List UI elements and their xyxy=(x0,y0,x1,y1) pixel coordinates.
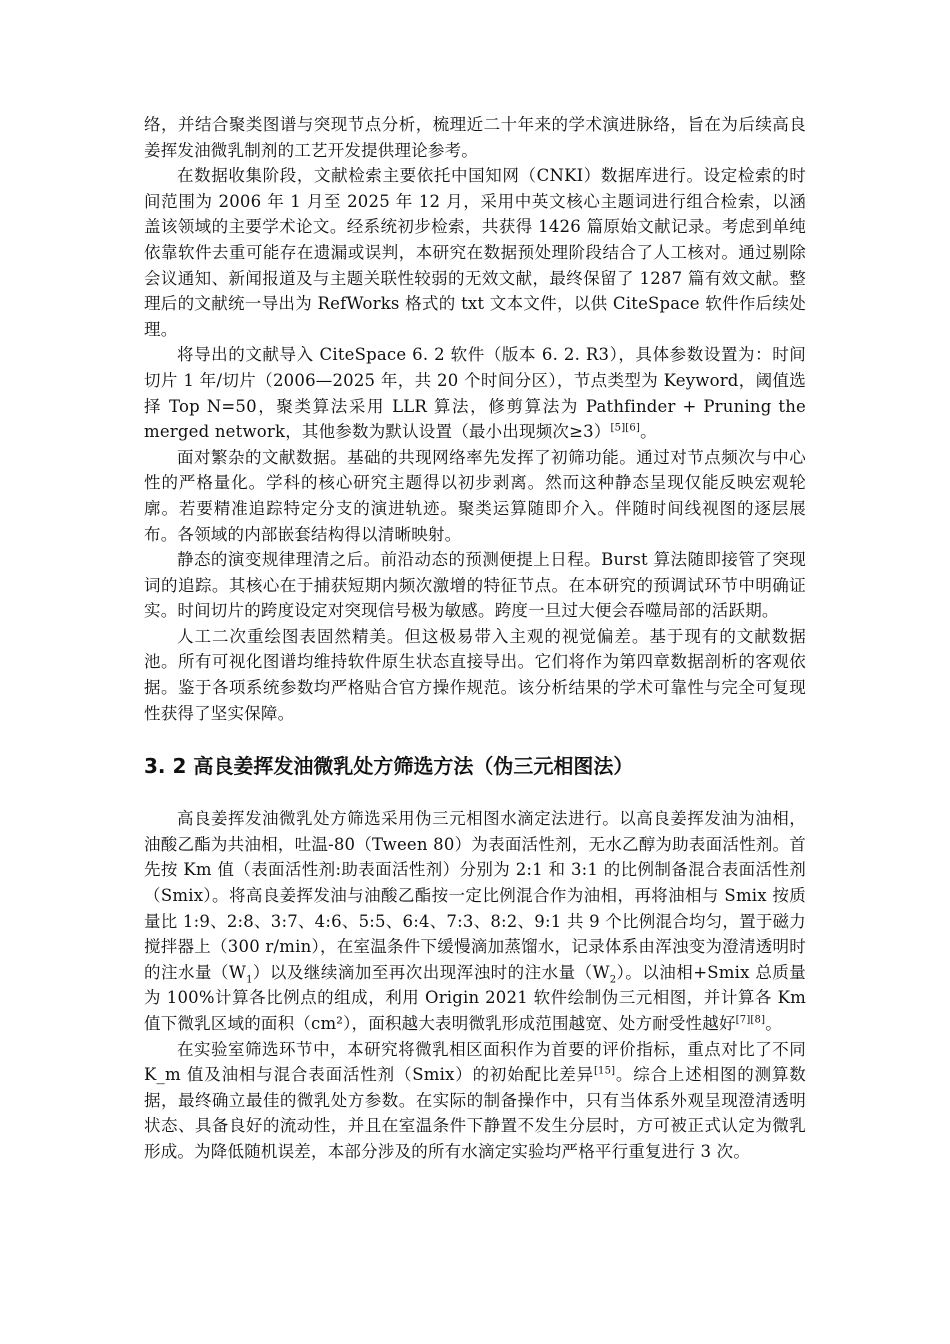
paragraph-citespace-settings: 将导出的文献导入 CiteSpace 6. 2 软件（版本 6. 2. R3），具体参数设置为：时间切片 1 年/切片（2006—2025 年，共 20 个时间分区），节点类型为 Keyword，阈值选择 Top N=50，聚类算法采用 LLR 算法，修剪算法为 Pathfinder + Pruning the merged network，其他参数为默认设置（最小出现频次≥3）[5][6]。 xyxy=(144,345,806,442)
document-page xyxy=(144,112,806,1165)
paragraph-continuation: 络，并结合聚类图谱与突现节点分析，梳理近二十年来的学术演进脉络，旨在为后续高良姜挥发油微乳制剂的工艺开发提供理论参考。 xyxy=(144,115,806,160)
paragraph-titration-method: 高良姜挥发油微乳处方筛选采用伪三元相图水滴定法进行。以高良姜挥发油为油相，油酸乙酯为共油相，吐温-80（Tween 80）为表面活性剂，无水乙醇为助表面活性剂。首先按 Km 值（表面活性剂:助表面活性剂）分别为 2:1 和 3:1 的比例制备混合表面活性剂（Smix）。将高良姜挥发油与油酸乙酯按一定比例混合作为油相，再将油相与 Smix 按质量比 1:9、2:8、3:7、4:6、5:5、6:4、7:3、8:2、9:1 共 9 个比例混合均匀，置于磁力搅拌器上（300 r/min），在室温条件下缓慢滴加蒸馏水，记录体系由浑浊变为澄清透明时的注水量$(W_1)$以及继续滴加至再次出现浑浊时的注水量$(W_2)$。以油相+Smix 总质量为 100%计算各比例点的组成，利用 Origin 2021 软件绘制伪三元相图，并计算各 Km 值下微乳区域的面积（cm²），面积越大表明微乳形成范围越宽、处方耐受性越好[7][8]。 xyxy=(144,809,806,1033)
paragraph-cooccurrence-network: 面对繁杂的文献数据。基础的共现网络率先发挥了初筛功能。通过对节点频次与中心性的严格量化。学科的核心研究主题得以初步剥离。然而这种静态呈现仅能反映宏观轮廓。若要精准追踪特定分支的演进轨迹。聚类运算随即介入。伴随时间线视图的逐层展布。各领域的内部嵌套结构得以清晰映射。 xyxy=(144,447,806,544)
paragraph-screening-criteria: 在实验室筛选环节中，本研究将微乳相区面积作为首要的评价指标，重点对比了不同 K_m 值及油相与混合表面活性剂（Smix）的初始配比差异[15]。综合上述相图的测算数据，最终确立最佳的微乳处方参数。在实际的制备操作中，只有当体系外观呈现澄清透明状态、具备良好的流动性，并且在室温条件下静置不发生分层时，方可被正式认定为微乳形成。为降低随机误差，本部分涉及的所有水滴定实验均严格平行重复进行 3 次。 xyxy=(144,1039,806,1161)
paragraph-visualization-export: 人工二次重绘图表固然精美。但这极易带入主观的视觉偏差。基于现有的文献数据池。所有可视化图谱均维持软件原生状态直接导出。它们将作为第四章数据剖析的客观依据。鉴于各项系统参数均严格贴合官方操作规范。该分析结果的学术可靠性与完全可复现性获得了坚实保障。 xyxy=(144,626,806,723)
section-heading: 3. 2 高良姜挥发油微乳处方筛选方法（伪三元相图法） xyxy=(144,754,634,779)
paragraph-burst-detection: 静态的演变规律理清之后。前沿动态的预测便提上日程。Burst 算法随即接管了突现词的追踪。其核心在于捕获短期内频次激增的特征节点。在本研究的预调试环节中明确证实。时间切片的跨度设定对突现信号极为敏感。跨度一旦过大便会吞噬局部的活跃期。 xyxy=(144,550,806,621)
citation-ref: [7][8] xyxy=(735,1014,766,1026)
citation-ref: [15] xyxy=(593,1065,616,1077)
paragraph-data-collection: 在数据收集阶段，文献检索主要依托中国知网（CNKI）数据库进行。设定检索的时间范围为 2006 年 1 月至 2025 年 12 月，采用中英文核心主题词进行组合检索，以涵盖该领域的主要学术论文。经系统初步检索，共获得 1426 篇原始文献记录。考虑到单纯依靠软件去重可能存在遗漏或误判，本研究在数据预处理阶段结合了人工核对。通过剔除会议通知、新闻报道及与主题关联性较弱的无效文献，最终保留了 1287 篇有效文献。整理后的文献统一导出为 RefWorks 格式的 txt 文本文件，以供 CiteSpace 软件作后续处理。 xyxy=(144,166,806,339)
citation-ref: [5][6] xyxy=(610,422,641,434)
